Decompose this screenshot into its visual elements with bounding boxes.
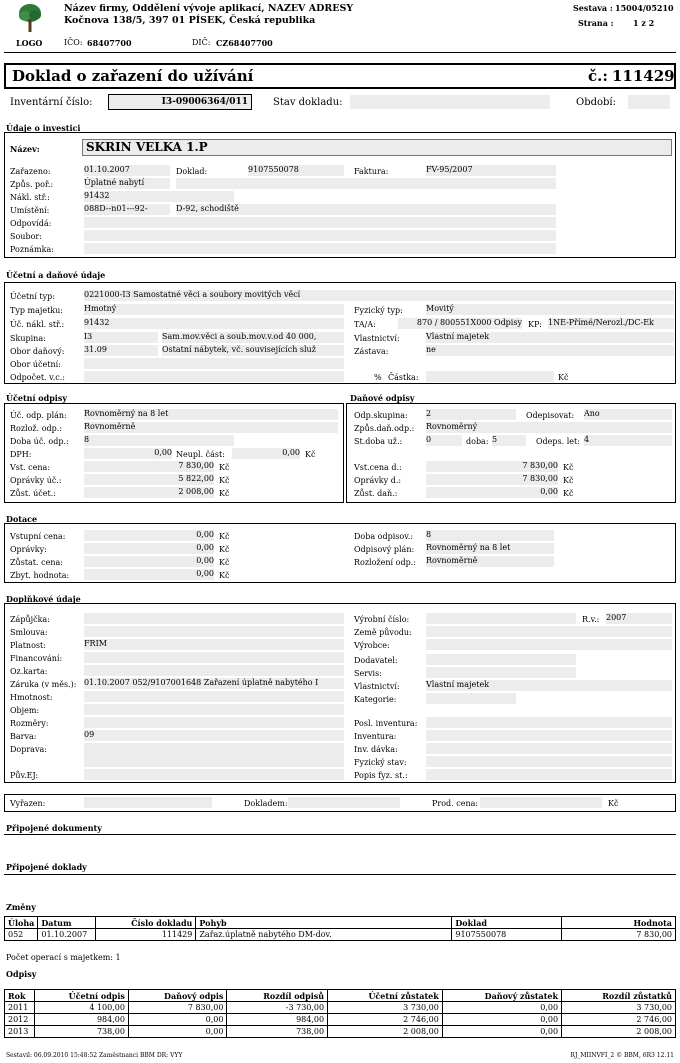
uc-vst-kc: Kč — [219, 463, 230, 472]
zmeny-cell: 7 830,00 — [562, 929, 676, 941]
dodavatel-label: Dodavatel: — [354, 656, 398, 665]
poznamka-label: Poznámka: — [10, 245, 54, 254]
footer-left: Sestavil: 06.09.2010 15:48:52 Zaměstnanci BBM DR: VYY — [6, 1052, 183, 1059]
servis-value — [426, 667, 576, 678]
vlastnictvi-label: Vlastnictví: — [354, 334, 400, 343]
dot-vstupni-kc: Kč — [219, 532, 230, 541]
inv-davka-label: Inv. dávka: — [354, 745, 398, 754]
objem-value — [84, 704, 344, 715]
uc-rozlozeni-label: Rozlož. odp.: — [10, 424, 63, 433]
financovani-label: Financování: — [10, 654, 63, 663]
odpoc-value — [84, 371, 344, 382]
doklad-label: Doklad: — [176, 167, 208, 176]
dot-zbyt-value: 0,00 — [84, 569, 214, 580]
strana-value: 1 z 2 — [633, 18, 655, 28]
dopl-vlastnictvi-value: Vlastní majetek — [426, 680, 672, 691]
investice-title: Údaje o investici — [6, 123, 81, 133]
dic-label: DIČ: — [192, 38, 211, 47]
odpisy-cell: 0,00 — [128, 1014, 227, 1026]
odpoc-label: Odpočet. v.c.: — [10, 373, 65, 382]
table-row — [5, 1002, 676, 1014]
servis-label: Servis: — [354, 669, 382, 678]
odpovida-label: Odpovídá: — [10, 219, 52, 228]
odpisy-cell: 2011 — [5, 1002, 35, 1014]
odpisy-cell: -3 730,00 — [227, 1002, 328, 1014]
obor-danovy-desc: Ostatní nábytek, vč. souvisejících služ — [162, 345, 344, 356]
ucetni-odpisy-title: Účetní odpisy — [6, 393, 67, 403]
doprava-label: Doprava: — [10, 745, 47, 754]
odpisy-cell: 2013 — [5, 1026, 35, 1038]
zpus-extra — [176, 178, 556, 189]
zeme-label: Země původu: — [354, 628, 412, 637]
strana-label: Strana : — [578, 18, 614, 28]
zmeny-header-row — [5, 917, 676, 929]
inventura-label: Inventura: — [354, 732, 397, 741]
zmeny-cell: Zařaz.úplatně nabytého DM-dov. — [196, 929, 452, 941]
uc-doba-value: 8 — [84, 435, 234, 446]
uc-zust-label: Zůst. účet.: — [10, 489, 56, 498]
page-title: Doklad o zařazení do užívání — [12, 67, 254, 85]
stav-value — [350, 95, 550, 109]
dot-opravky-kc: Kč — [219, 545, 230, 554]
ta-label: TA/A: — [354, 320, 376, 329]
d-doba-label: doba: — [466, 437, 489, 446]
stav-label: Stav dokladu: — [273, 97, 343, 108]
financovani-value — [84, 652, 344, 663]
pct-label: % — [374, 373, 382, 382]
inv-label: Inventární číslo: — [10, 97, 93, 108]
fyz-stav-value — [426, 756, 672, 767]
odpisy-col-ucetni-zust: Účetní zůstatek — [328, 990, 443, 1002]
d-zpus-value: Rovnoměrný — [426, 422, 672, 433]
zmeny-col-hodnota: Hodnota — [562, 917, 676, 929]
umisteni-value2: D-92, schodiště — [176, 204, 556, 215]
umisteni-value: 088D--n01---92- — [84, 204, 170, 215]
uc-neupl-label: Neupl. část: — [176, 450, 225, 459]
uc-zust-kc: Kč — [219, 489, 230, 498]
smlouva-label: Smlouva: — [10, 628, 48, 637]
dot-zbyt-kc: Kč — [219, 571, 230, 580]
danove-odpisy-title: Daňové odpisy — [350, 393, 415, 403]
vyrobce-value — [426, 639, 672, 650]
d-zpus-label: Způs.daň.odp.: — [354, 424, 415, 433]
zmeny-cell: 01.10.2007 — [38, 929, 96, 941]
ucetni-typ-value: 0221000-I3 Samostatné věci a soubory movitých věcí — [84, 290, 674, 301]
faktura-value: FV-95/2007 — [426, 165, 556, 176]
ico-value: 68407700 — [87, 38, 132, 48]
obdobi-label: Období: — [576, 97, 616, 108]
odpisy-cell: 2012 — [5, 1014, 35, 1026]
odpisy-cell: 738,00 — [227, 1026, 328, 1038]
inv-value: I3-09006364/011 — [108, 94, 252, 110]
table-row — [5, 1026, 676, 1038]
dic-value: CZ68407700 — [216, 38, 273, 48]
zmeny-col-doklad: Doklad — [452, 917, 562, 929]
odpisy-col-rozdil-zust: Rozdíl zůstatků — [562, 990, 676, 1002]
rv-value: 2007 — [606, 613, 672, 624]
d-opravky-value: 7 830,00 — [426, 474, 558, 485]
uc-vst-label: Vst. cena: — [10, 463, 51, 472]
d-zust-label: Zůst. daň.: — [354, 489, 398, 498]
odpisy-cell: 2 746,00 — [562, 1014, 676, 1026]
d-zust-value: 0,00 — [426, 487, 558, 498]
zastava-label: Zástava: — [354, 347, 389, 356]
d-skupina-label: Odp.skupina: — [354, 411, 408, 420]
uc-opravky-label: Oprávky úč.: — [10, 476, 62, 485]
dot-rozlozeni-value: Rovnoměrně — [426, 556, 554, 567]
nakl-label: Nákl. stř.: — [10, 193, 50, 202]
typ-majetku-label: Typ majetku: — [10, 306, 63, 315]
pripojene-dokumenty-title: Připojené dokumenty — [6, 823, 102, 833]
odpisy-cell: 2 008,00 — [328, 1026, 443, 1038]
d-stdoba-label: St.doba už.: — [354, 437, 403, 446]
soubor-value — [84, 230, 556, 241]
odpisy-cell: 0,00 — [442, 1002, 561, 1014]
odpisy-title: Odpisy — [6, 969, 37, 979]
odpisy-cell: 738,00 — [35, 1026, 129, 1038]
odpisy-table — [4, 989, 676, 1038]
zmeny-col-uloha: Úloha — [5, 917, 38, 929]
obor-ucetni-label: Obor účetní: — [10, 360, 61, 369]
odpisy-col-danovy-zust: Daňový zůstatek — [442, 990, 561, 1002]
uc-vst-value: 7 830,00 — [84, 461, 214, 472]
odpisy-cell: 7 830,00 — [128, 1002, 227, 1014]
pripojene-doklady-divider — [4, 874, 676, 875]
inv-davka-value — [426, 743, 672, 754]
dopl-vlastnictvi-label: Vlastnictví: — [354, 682, 400, 691]
fyzicky-typ-value: Movitý — [426, 304, 674, 315]
uc-rozlozeni-value: Rovnoměrně — [84, 422, 338, 433]
skupina-value: I3 — [84, 332, 158, 343]
zmeny-count: Počet operací s majetkem: 1 — [6, 953, 121, 962]
zarazeno-label: Zařazeno: — [10, 167, 51, 176]
vyrazen-label: Vyřazen: — [10, 799, 46, 808]
dokladem-label: Dokladem: — [244, 799, 288, 808]
d-skupina-value: 2 — [426, 409, 516, 420]
ozkarta-value — [84, 665, 344, 676]
zmeny-cell: 9107550078 — [452, 929, 562, 941]
odpisy-cell: 2 008,00 — [562, 1026, 676, 1038]
zeme-value — [426, 626, 672, 637]
tree-logo-icon — [18, 3, 42, 33]
odpisy-cell: 3 730,00 — [328, 1002, 443, 1014]
odpisy-col-rozdil: Rozdíl odpisů — [227, 990, 328, 1002]
rozmery-label: Rozměry: — [10, 719, 49, 728]
dot-zustat-value: 0,00 — [84, 556, 214, 567]
dot-opravky-label: Oprávky: — [10, 545, 47, 554]
objem-label: Objem: — [10, 706, 40, 715]
dot-opravky-value: 0,00 — [84, 543, 214, 554]
ozkarta-label: Oz.karta: — [10, 667, 48, 676]
d-opravky-label: Oprávky d.: — [354, 476, 402, 485]
d-odepisovat-value: Ano — [584, 409, 672, 420]
d-odeps-label: Odeps. let: — [536, 437, 580, 446]
zapujcka-label: Zápůjčka: — [10, 615, 50, 624]
smlouva-value — [84, 626, 344, 637]
uc-nakl-value: 91432 — [84, 318, 344, 329]
d-stdoba-value: 0 — [426, 435, 462, 446]
uc-neupl-kc: Kč — [305, 450, 316, 459]
dot-zbyt-label: Zbyt. hodnota: — [10, 571, 70, 580]
doc-number: 111429 — [612, 67, 675, 85]
logo — [18, 3, 42, 33]
header-divider — [4, 52, 676, 53]
doprava-value — [84, 743, 344, 767]
zmeny-col-pohyb: Pohyb — [196, 917, 452, 929]
fyzicky-typ-label: Fyzický typ: — [354, 306, 403, 315]
odpisy-cell: 984,00 — [35, 1014, 129, 1026]
hmotnost-value — [84, 691, 344, 702]
dot-doba-label: Doba odpisov.: — [354, 532, 414, 541]
barva-label: Barva: — [10, 732, 37, 741]
uc-plan-value: Rovnoměrný na 8 let — [84, 409, 338, 420]
d-vst-label: Vst.cena d.: — [354, 463, 402, 472]
prod-value — [480, 797, 602, 808]
uc-neupl-value: 0,00 — [232, 448, 300, 459]
prod-kc: Kč — [608, 799, 619, 808]
castka-kc: Kč — [558, 373, 569, 382]
logo-label: LOGO — [16, 38, 43, 48]
zmeny-table — [4, 916, 676, 941]
d-opravky-kc: Kč — [563, 476, 574, 485]
odpisy-cell: 4 100,00 — [35, 1002, 129, 1014]
zmeny-title: Změny — [6, 902, 36, 912]
odpisy-cell: 2 746,00 — [328, 1014, 443, 1026]
popis-label: Popis fyz. st.: — [354, 771, 408, 780]
zaruka-label: Záruka (v měs.): — [10, 680, 77, 689]
posl-inv-label: Posl. inventura: — [354, 719, 418, 728]
uc-opravky-value: 5 822,00 — [84, 474, 214, 485]
faktura-label: Faktura: — [354, 167, 389, 176]
rozmery-value — [84, 717, 344, 728]
zmeny-cell: 111429 — [96, 929, 196, 941]
fyz-stav-label: Fyzický stav: — [354, 758, 407, 767]
odpisy-col-ucetni: Účetní odpis — [35, 990, 129, 1002]
dot-zustat-label: Zůstat. cena: — [10, 558, 63, 567]
puvej-label: Pův.EJ: — [10, 771, 39, 780]
d-odeps-value: 4 — [584, 435, 672, 446]
obor-danovy-value: 31.09 — [84, 345, 158, 356]
uc-opravky-kc: Kč — [219, 476, 230, 485]
doplnkove-title: Doplňkové údaje — [6, 594, 81, 604]
zaruka-value: 01.10.2007 052/9107001648 Zařazení úplatně nabytého I — [84, 678, 344, 689]
nakl-value: 91432 — [84, 191, 234, 202]
vyrazen-value — [84, 797, 212, 808]
d-vst-value: 7 830,00 — [426, 461, 558, 472]
uc-dph-value: 0,00 — [84, 448, 172, 459]
poznamka-value — [84, 243, 556, 254]
pripojene-doklady-title: Připojené doklady — [6, 862, 87, 872]
sestava-label: Sestava : — [573, 3, 613, 13]
dot-zustat-kc: Kč — [219, 558, 230, 567]
d-zust-kc: Kč — [563, 489, 574, 498]
platnost-value: FRIM — [84, 639, 344, 650]
dokladem-value — [288, 797, 400, 808]
popis-value — [426, 769, 672, 780]
d-vst-kc: Kč — [563, 463, 574, 472]
kp-label: KP: — [528, 320, 542, 329]
uc-doba-label: Doba úč. odp.: — [10, 437, 69, 446]
hmotnost-label: Hmotnost: — [10, 693, 53, 702]
odpisy-cell: 984,00 — [227, 1014, 328, 1026]
zastava-value: ne — [426, 345, 674, 356]
ta-value: 870 / 800551X000 Odpisy — [398, 318, 522, 329]
vlastnictvi-value: Vlastní majetek — [426, 332, 674, 343]
kategorie-value — [426, 693, 516, 704]
skupina-label: Skupina: — [10, 334, 46, 343]
footer-right: RJ_MIINVFI_2 © BBM, 6R3 12.11 — [570, 1052, 674, 1059]
dot-rozlozeni-label: Rozložení odp.: — [354, 558, 416, 567]
obor-ucetni-value — [84, 358, 344, 369]
posl-inv-value — [426, 717, 672, 728]
d-odepisovat-label: Odepisovat: — [526, 411, 575, 420]
zmeny-col-datum: Datum — [38, 917, 96, 929]
odpisy-cell: 3 730,00 — [562, 1002, 676, 1014]
odpovida-value — [84, 217, 556, 228]
platnost-label: Platnost: — [10, 641, 46, 650]
castka-label: Částka: — [388, 373, 419, 382]
zmeny-col-cislo: Číslo dokladu — [96, 917, 196, 929]
table-row — [5, 1014, 676, 1026]
odpisy-col-danovy: Daňový odpis — [128, 990, 227, 1002]
typ-majetku-value: Hmotný — [84, 304, 344, 315]
ucetni-danove-title: Účetní a daňové údaje — [6, 270, 106, 280]
nazev-value: SKRIN VELKA 1.P — [82, 139, 672, 156]
puvej-value — [84, 769, 344, 780]
odpisy-cell: 0,00 — [442, 1026, 561, 1038]
uc-nakl-label: Úč. nákl. stř.: — [10, 320, 65, 329]
rv-label: R.v.: — [582, 615, 600, 624]
dot-vstupni-value: 0,00 — [84, 530, 214, 541]
ico-label: IČO: — [64, 38, 83, 47]
dotace-title: Dotace — [6, 514, 38, 524]
odpisy-header-row — [5, 990, 676, 1002]
table-row — [5, 929, 676, 941]
sestava-value: 15004/05210 — [615, 3, 674, 13]
zarazeno-value: 01.10.2007 — [84, 165, 170, 176]
doklad-value: 9107550078 — [248, 165, 344, 176]
odpisy-cell: 0,00 — [442, 1014, 561, 1026]
company-address: Kočnova 138/5, 397 01 PÍSEK, Česká republika — [64, 15, 316, 26]
ucetni-typ-label: Účetní typ: — [10, 292, 55, 301]
dot-plan-value: Rovnoměrný na 8 let — [426, 543, 554, 554]
vyrobni-value — [426, 613, 576, 624]
prod-label: Prod. cena: — [432, 799, 479, 808]
vyrobni-label: Výrobní číslo: — [354, 615, 410, 624]
company-name: Název firmy, Oddělení vývoje aplikací, NAZEV ADRESY — [64, 3, 354, 14]
doc-number-label: č.: — [588, 67, 608, 85]
skupina-desc: Sam.mov.věci a soub.mov.v.od 40 000, — [162, 332, 344, 343]
zpus-label: Způs. poř.: — [10, 180, 54, 189]
obdobi-value — [628, 95, 670, 109]
uc-dph-label: DPH: — [10, 450, 32, 459]
dot-plan-label: Odpisový plán: — [354, 545, 415, 554]
inventura-value — [426, 730, 672, 741]
kategorie-label: Kategorie: — [354, 695, 397, 704]
barva-value: 09 — [84, 730, 344, 741]
dodavatel-value — [426, 654, 576, 665]
umisteni-label: Umístění: — [10, 206, 50, 215]
castka-value — [426, 371, 554, 382]
pripojene-dokumenty-divider — [4, 834, 676, 835]
uc-zust-value: 2 008,00 — [84, 487, 214, 498]
nazev-label: Název: — [10, 144, 40, 154]
zmeny-cell: 052 — [5, 929, 38, 941]
d-doba-value: 5 — [492, 435, 526, 446]
obor-danovy-label: Obor daňový: — [10, 347, 65, 356]
odpisy-cell: 0,00 — [128, 1026, 227, 1038]
uc-plan-label: Úč. odp. plán: — [10, 411, 67, 420]
dot-doba-value: 8 — [426, 530, 554, 541]
odpisy-col-rok: Rok — [5, 990, 35, 1002]
kp-value: 1NE-Přímé/Nerozl./DC-Ek — [548, 318, 674, 329]
zapujcka-value — [84, 613, 344, 624]
vyrobce-label: Výrobce: — [354, 641, 390, 650]
zpus-value: Úplatné nabytí — [84, 178, 170, 189]
soubor-label: Soubor: — [10, 232, 42, 241]
dot-vstupni-label: Vstupní cena: — [10, 532, 66, 541]
